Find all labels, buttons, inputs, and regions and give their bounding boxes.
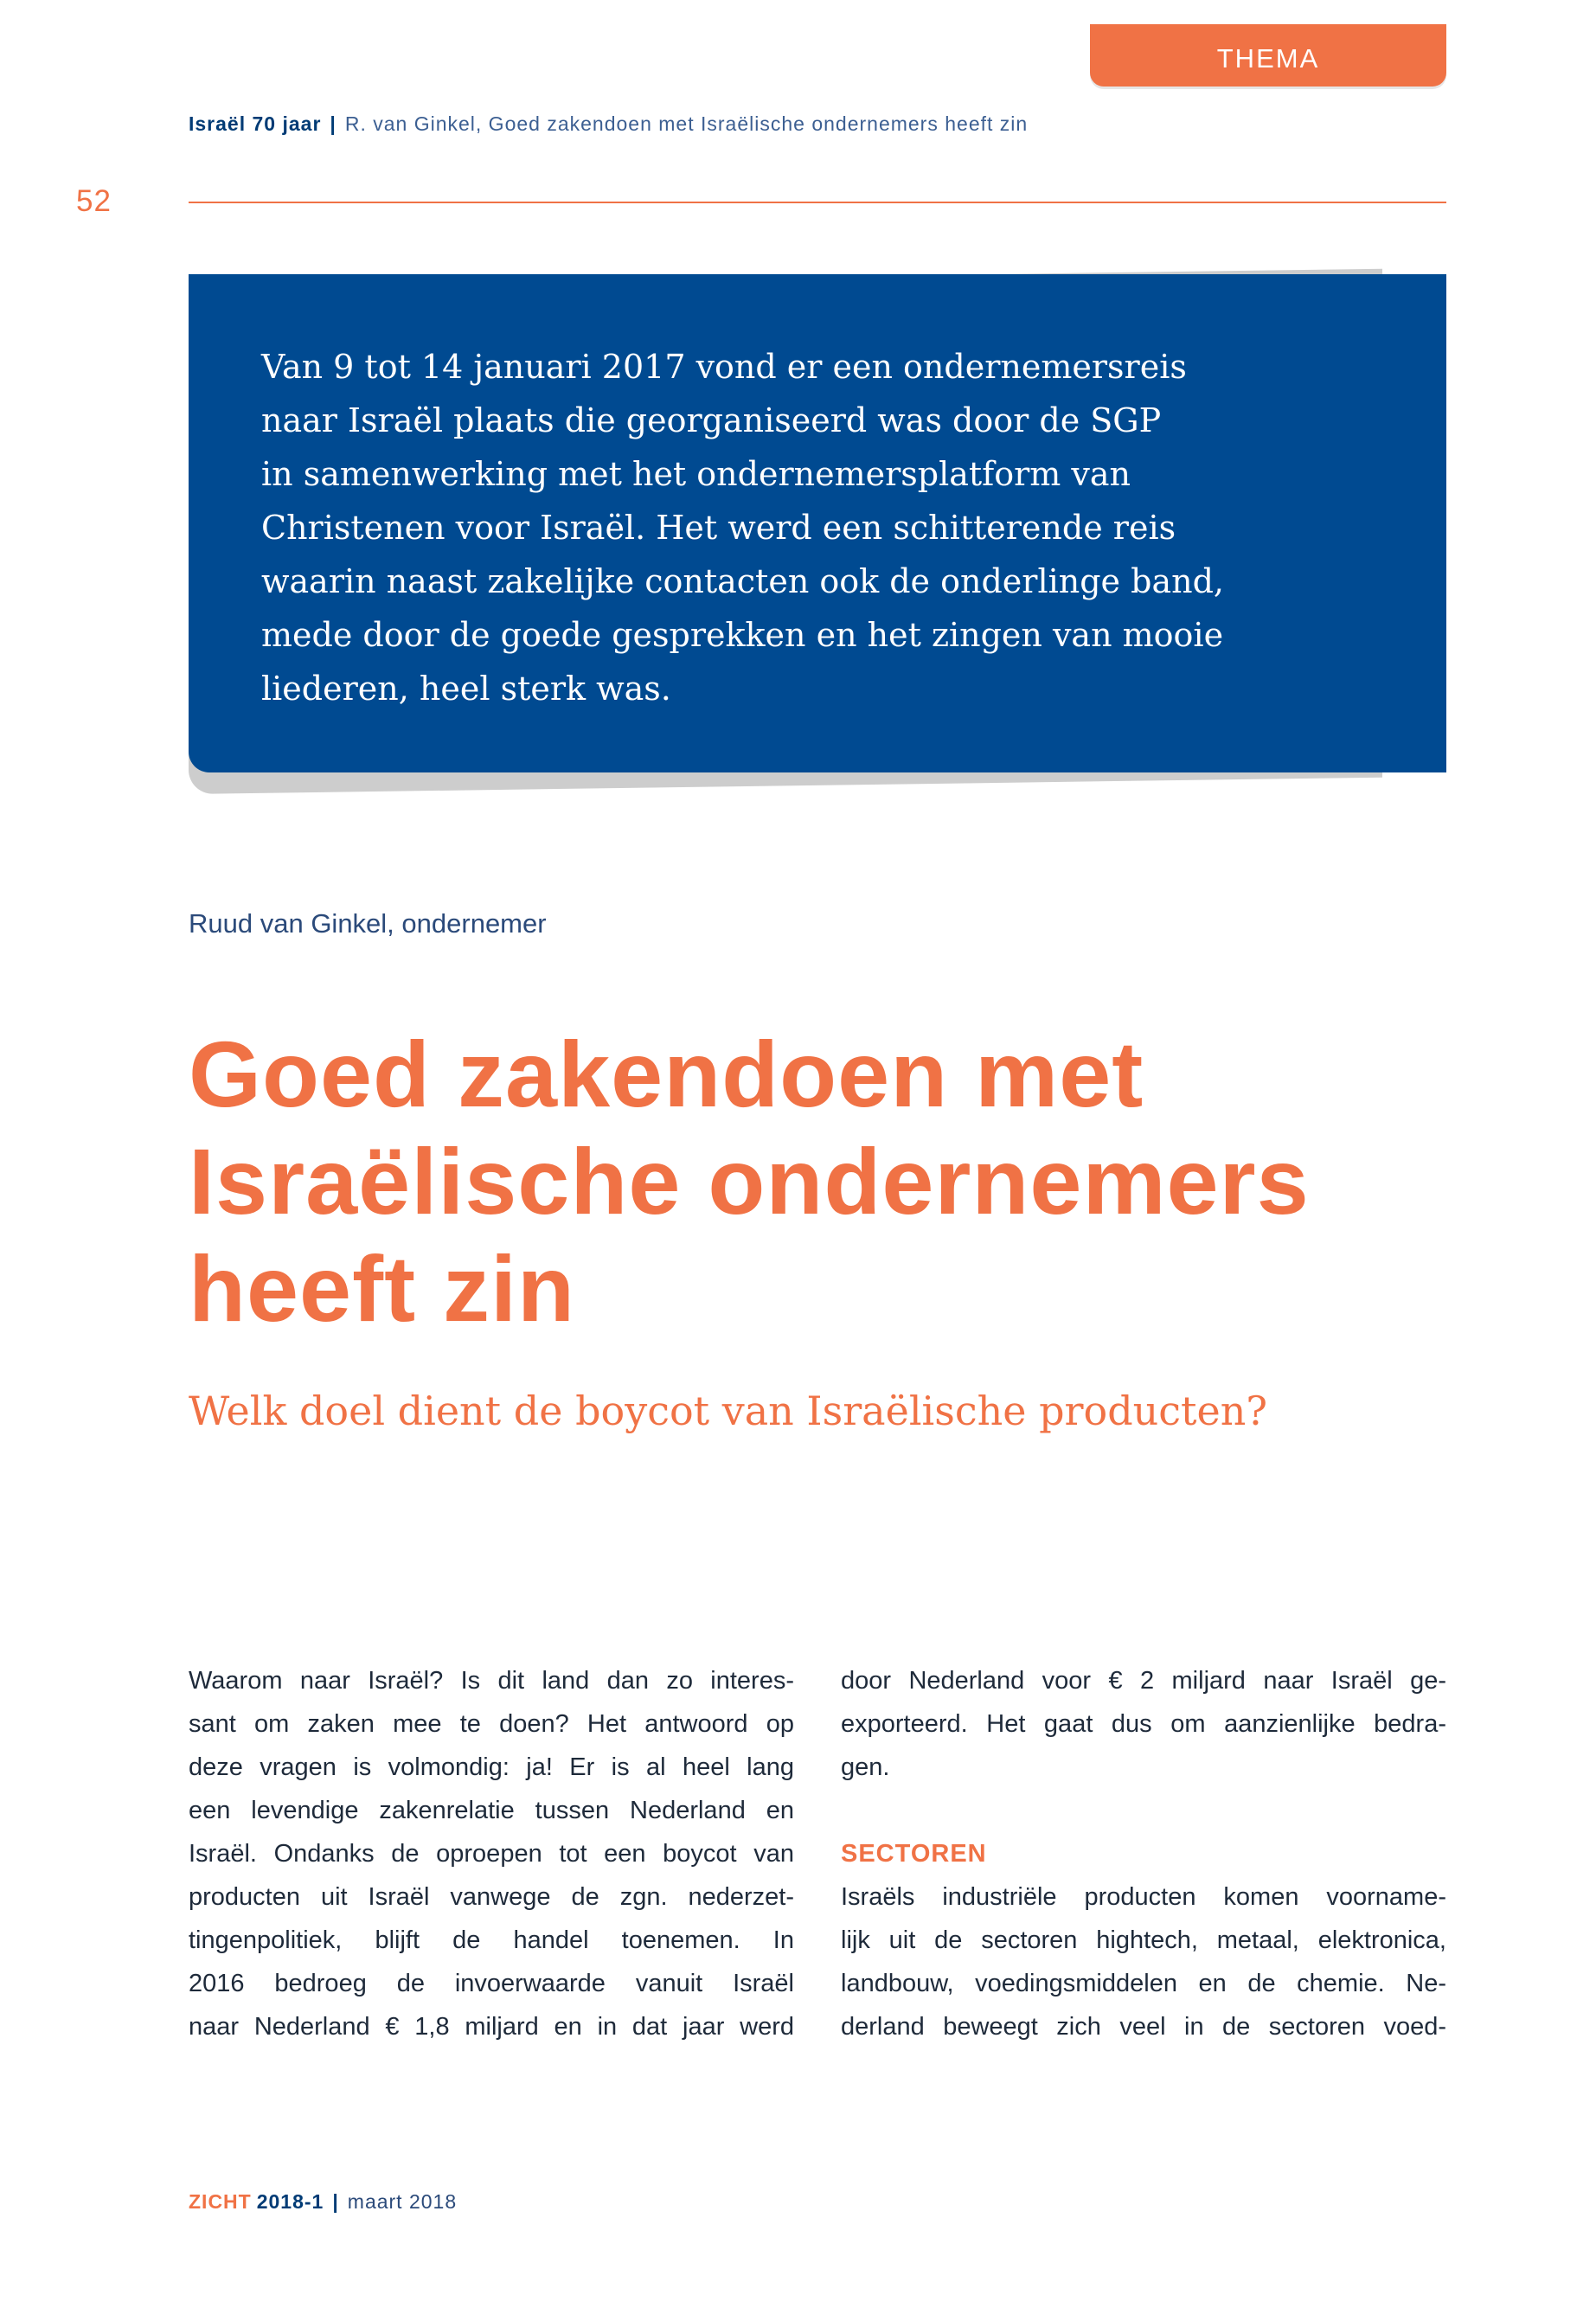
footer-separator: | (332, 2190, 339, 2213)
intro-line: naar Israël plaats die georganiseerd was door de SGP (261, 401, 1162, 439)
body-line: producten uit Israël vanwege de zgn. nederzet- (189, 1883, 794, 1911)
intro-line: in samenwerking met het ondernemersplatform van (261, 455, 1131, 493)
body-line: derland beweegt zich veel in de sectoren voed- (841, 2013, 1446, 2041)
intro-line: waarin naast zakelijke contacten ook de onderlinge band, (261, 562, 1224, 600)
issue-date: maart 2018 (347, 2190, 458, 2213)
magazine-name: ZICHT (189, 2190, 252, 2213)
body-line: lijk uit de sectoren hightech, metaal, elektronica, (841, 1926, 1446, 1954)
body-column-left (189, 1659, 794, 2048)
page-number: 52 (76, 184, 112, 218)
intro-line: Christenen voor Israël. Het werd een schitterende reis (261, 509, 1176, 547)
intro-line: liederen, heel sterk was. (261, 670, 671, 708)
body-line: exporteerd. Het gaat dus om aanzienlijke bedra- (841, 1710, 1446, 1738)
body-line: gen. (841, 1753, 890, 1781)
body-line: een levendige zakenrelatie tussen Nederland en (189, 1797, 794, 1824)
body-line: Waarom naar Israël? Is dit land dan zo interes- (189, 1667, 794, 1695)
intro-text (261, 340, 1377, 715)
header-rule (189, 202, 1446, 203)
body-line: landbouw, voedingsmiddelen en de chemie. Ne- (841, 1970, 1446, 1997)
article-headline (189, 1021, 1452, 1343)
section-heading: SECTOREN (841, 1840, 987, 1868)
body-line: tingenpolitiek, blijft de handel toenemen. In (189, 1926, 794, 1954)
headline-line: heeft zin (189, 1236, 576, 1341)
body-line: Israëls industriële producten komen voorname- (841, 1883, 1446, 1911)
headline-line: Goed zakendoen met (189, 1022, 1144, 1126)
body-line: 2016 bedroeg de invoerwaarde vanuit Israël (189, 1970, 794, 1997)
series-title: Israël 70 jaar (189, 112, 322, 135)
body-line: naar Nederland € 1,8 miljard en in dat jaar werd (189, 2013, 794, 2041)
issue-number: 2018-1 (256, 2190, 324, 2213)
body-line: sant om zaken mee te doen? Het antwoord op (189, 1710, 794, 1738)
body-line: door Nederland voor € 2 miljard naar Israël ge- (841, 1667, 1446, 1695)
body-line: Israël. Ondanks de oproepen tot een boycot van (189, 1840, 794, 1868)
body-column-right (841, 1659, 1446, 2048)
header-subtitle: R. van Ginkel, Goed zakendoen met Israëlische ondernemers heeft zin (344, 112, 1029, 135)
body-line: deze vragen is volmondig: ja! Er is al heel lang (189, 1753, 794, 1781)
page-footer (189, 2190, 457, 2214)
headline-line: Israëlische ondernemers (189, 1129, 1310, 1234)
running-header (189, 112, 1028, 136)
article-deck: Welk doel dient de boycot van Israëlische producten? (189, 1388, 1268, 1434)
header-separator: | (330, 112, 337, 135)
thema-label: THEMA (1216, 43, 1320, 74)
intro-line: mede door de goede gesprekken en het zingen van mooie (261, 616, 1224, 654)
intro-line: Van 9 tot 14 januari 2017 vond er een ondernemersreis (261, 348, 1187, 386)
author-byline: Ruud van Ginkel, ondernemer (189, 908, 547, 939)
